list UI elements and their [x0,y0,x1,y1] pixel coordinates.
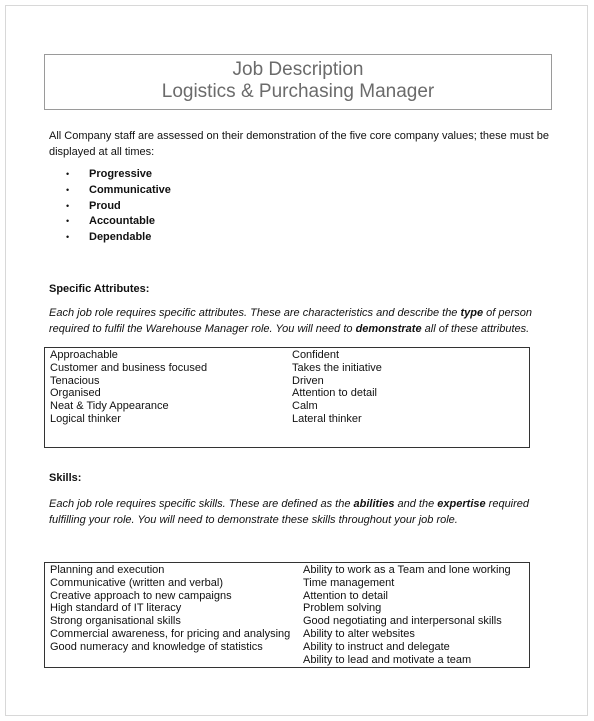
list-item: Strong organisational skills [50,615,181,628]
list-item: Ability to lead and motivate a team [303,653,472,666]
list-item: Tenacious [50,374,100,387]
title-box [44,54,552,110]
document-title: Job Description [232,59,364,80]
bullet-icon: • [66,216,70,227]
bullet-icon: • [66,184,70,195]
list-item: Ability to instruct and delegate [303,640,450,653]
list-item: Ability to alter websites [303,627,415,640]
list-item: Communicative (written and verbal) [50,576,224,589]
list-item: • Proud [66,199,171,215]
attributes-heading: Specific Attributes: [49,283,150,295]
list-item: • Accountable [66,214,171,230]
list-item: Driven [292,374,324,387]
list-item: Commercial awareness, for pricing and analysing [50,627,291,640]
skills-box [44,562,530,668]
list-item: Good numeracy and knowledge of statistics [50,640,263,653]
list-item: Attention to detail [303,589,389,602]
list-item: Problem solving [303,602,382,615]
list-item: Ability to work as a Team and lone working [303,564,511,576]
skills-heading: Skills: [49,472,82,484]
list-item: Planning and execution [50,564,165,576]
list-item: • Communicative [66,183,171,199]
bullet-icon: • [66,232,70,242]
attributes-left-list [50,349,207,426]
attributes-paragraph: Each job role requires specific attributes. These are characteristics and describe the type of person required to fulfil the Warehouse Manager role. You will need to demonstrate all of these attributes. [49,307,533,335]
document-subtitle: Logistics & Purchasing Manager [161,81,435,102]
list-item: Logical thinker [50,412,121,425]
skills-paragraph: Each job role requires specific skills. These are defined as the abilities and the expertise required fulfilling your role. You will need to demonstrate these skills throughout your job role. [49,498,530,526]
list-item: Creative approach to new campaigns [50,589,232,602]
bullet-icon: • [66,169,70,179]
list-item: Attention to detail [292,387,378,400]
list-item: Good negotiating and interpersonal skills [303,615,502,628]
list-item: Time management [303,576,395,589]
intro-paragraph: All Company staff are assessed on their demonstration of the five core company values; these must be displayed at all times: [49,130,549,158]
list-item: High standard of IT literacy [50,602,182,615]
list-item: Lateral thinker [292,412,362,425]
attributes-box [44,347,530,448]
core-values-list [66,167,171,246]
list-item: Calm [292,400,318,413]
list-item: • Dependable [66,230,171,246]
attributes-right-list [292,349,382,426]
list-item: Neat & Tidy Appearance [50,400,169,413]
list-item: Takes the initiative [292,361,382,374]
list-item: Approachable [50,349,118,361]
bullet-icon: • [66,200,70,211]
skills-right-list [303,564,511,666]
list-item: Confident [292,349,340,361]
list-item: Customer and business focused [50,361,208,374]
list-item: • Progressive [66,167,171,183]
skills-left-list [50,564,290,654]
list-item: Organised [50,387,101,400]
